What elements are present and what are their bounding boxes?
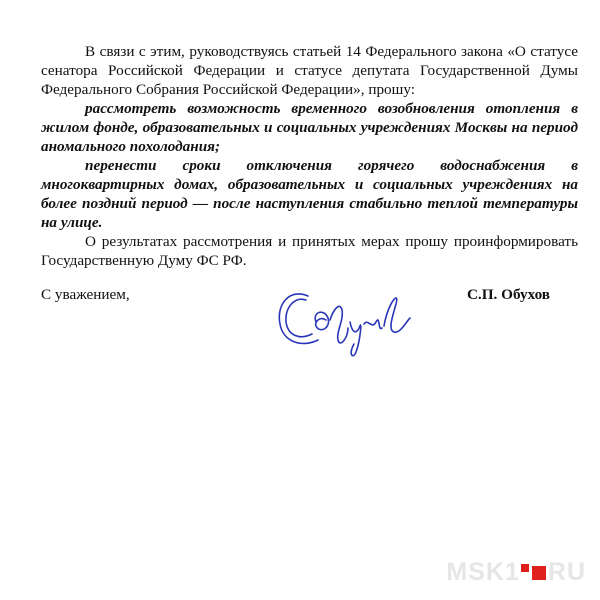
msk1-watermark-logo: [446, 558, 586, 586]
request-heating: рассмотреть возможность временного возобновления отопления в жилом фонде, образовательных и социальных учреждениях Москвы на период аномального похолодания;: [41, 100, 578, 155]
handwritten-signature: [268, 282, 418, 364]
watermark-square-icon: [532, 566, 546, 580]
request-hot-water: перенести сроки отключения горячего водоснабжения в многоквартирных домах, образовательных и социальных учреждениях на более поздний период — после наступления стабильно теплой температуры на улице.: [41, 157, 578, 231]
signer-name: С.П. Обухов: [466, 286, 550, 303]
closing-salutation: С уважением,: [41, 286, 130, 303]
letter-body: [41, 42, 578, 270]
watermark-text-right: RU: [547, 558, 586, 586]
intro-paragraph: В связи с этим, руководствуясь статьей 14 Федерального закона «О статусе сенатора Российской Федерации и статусе депутата Государственной Думы Федерального Собрания Российской Федерации», прошу:: [41, 43, 578, 98]
watermark-text-left: MSK: [446, 558, 505, 586]
watermark-one-glyph: 1: [504, 558, 520, 586]
report-request-paragraph: О результатах рассмотрения и принятых мерах прошу проинформировать Государственную Думу ФС РФ.: [41, 233, 578, 269]
watermark-small-square-icon: [521, 564, 529, 572]
